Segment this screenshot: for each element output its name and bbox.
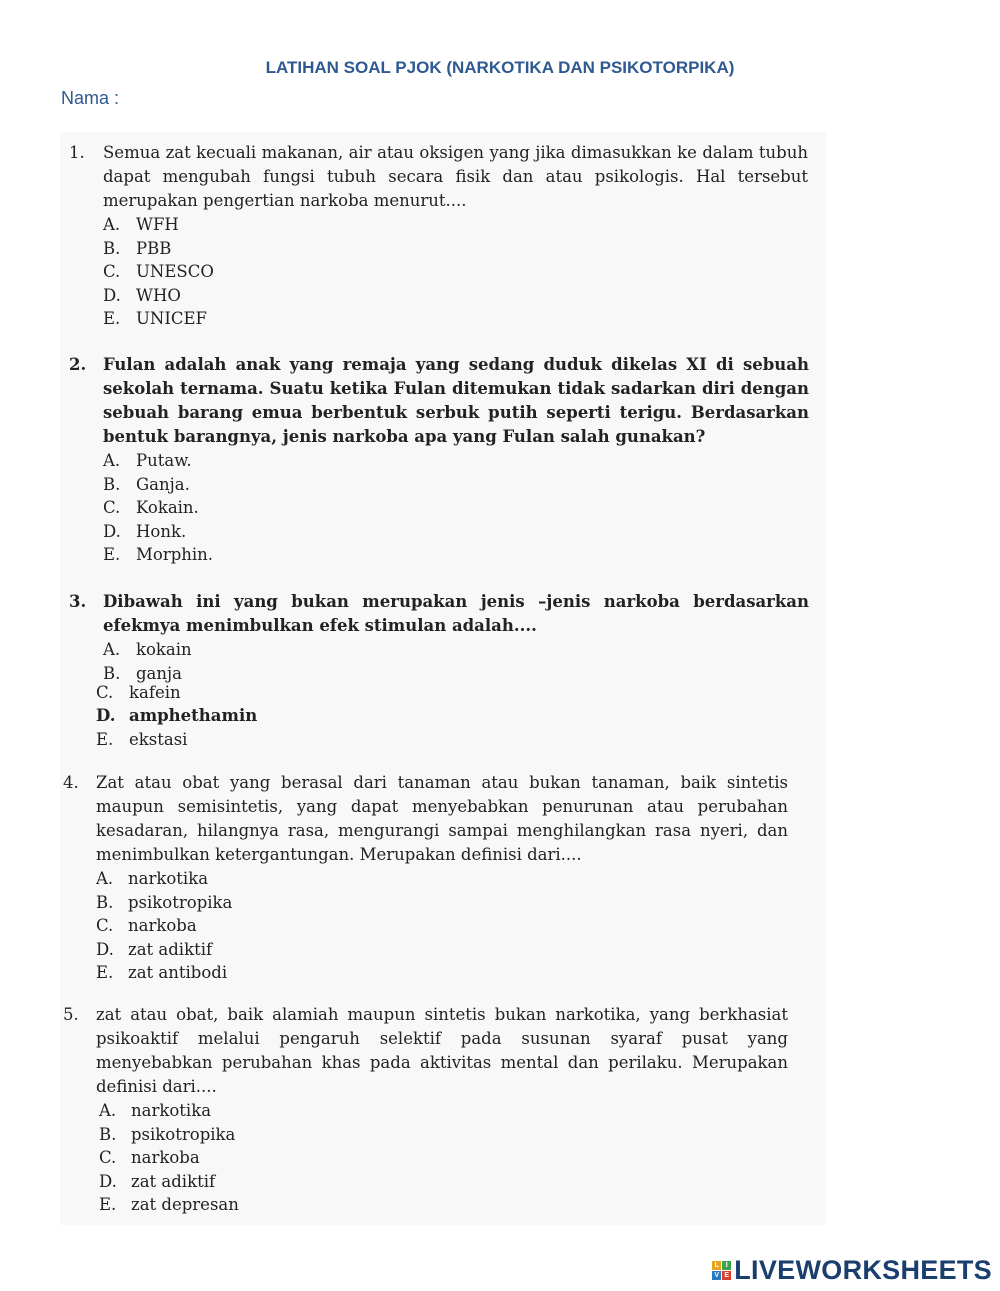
question-number: 2.: [69, 355, 87, 374]
option-b[interactable]: [96, 891, 788, 915]
options-list: [103, 449, 809, 567]
name-label: Nama :: [61, 88, 120, 108]
liveworksheets-logo: [712, 1255, 992, 1285]
option-letter: E.: [103, 545, 121, 564]
option-e[interactable]: [96, 961, 788, 985]
question-number: 5.: [63, 1005, 79, 1024]
option-text: narkotika: [131, 1101, 212, 1120]
option-text: WFH: [136, 215, 179, 234]
logo-icon: [712, 1261, 731, 1280]
option-letter: A.: [103, 451, 121, 470]
question-text: Semua zat kecuali makanan, air atau oksigen yang jika dimasukkan ke dalam tubuh dapat mengubah fungsi tubuh secara fisik dan atau psikologis. Hal tersebut merupakan pengertian narkoba menurut....: [103, 143, 808, 210]
option-text: PBB: [136, 238, 172, 258]
option-text: UNICEF: [136, 309, 207, 328]
option-text: psikotropika: [131, 1124, 236, 1144]
option-text: WHO: [136, 285, 181, 305]
option-letter: C.: [103, 262, 121, 281]
option-d[interactable]: [99, 1170, 788, 1194]
option-c[interactable]: [103, 260, 808, 284]
worksheet-title: LATIHAN SOAL PJOK (NARKOTIKA DAN PSIKOTORPIKA): [265, 58, 735, 77]
option-text: psikotropika: [128, 892, 233, 912]
option-b[interactable]: [103, 473, 809, 497]
option-text: Morphin.: [136, 545, 214, 564]
logo-block-e: E: [722, 1271, 731, 1280]
logo-block-l: L: [712, 1261, 721, 1270]
option-letter: E.: [96, 963, 114, 982]
option-text: narkoba: [131, 1148, 200, 1167]
question-text: Dibawah ini yang bukan merupakan jenis –jenis narkoba berdasarkan efekmya menimbulkan efek stimulan adalah....: [103, 592, 809, 635]
option-d[interactable]: [103, 284, 808, 308]
option-e[interactable]: [103, 543, 809, 567]
option-text: zat adiktif: [128, 939, 213, 959]
option-letter: D.: [103, 521, 121, 541]
option-text: Kokain.: [136, 498, 199, 517]
option-text: zat depresan: [131, 1195, 239, 1214]
option-text: UNESCO: [136, 262, 214, 281]
option-letter: C.: [99, 1148, 117, 1167]
question-4: [63, 771, 788, 985]
question-text: Zat atau obat yang berasal dari tanaman atau bukan tanaman, baik sintetis maupun semisintetis, yang dapat menyebabkan penurunan atau perubahan kesadaran, hilangnya rasa, mengurangi sampai menghilangkan rasa nyeri, dan menimbulkan ketergantungan. Merupakan definisi dari....: [96, 773, 788, 864]
option-text: kafein: [129, 682, 181, 702]
option-letter: A.: [103, 640, 121, 659]
question-number: 1.: [69, 143, 85, 162]
option-a[interactable]: [103, 213, 808, 237]
option-c[interactable]: [96, 681, 809, 705]
option-letter: D.: [99, 1171, 117, 1191]
option-b[interactable]: [99, 1123, 788, 1147]
option-a[interactable]: [103, 638, 809, 662]
option-letter: E.: [99, 1195, 117, 1214]
question-text: zat atau obat, baik alamiah maupun sintetis bukan narkotika, yang berkhasiat psikoaktif melalui pengaruh selektif pada susunan syaraf pusat yang menyebabkan perubahan khas pada aktivitas mental dan perilaku. Merupakan definisi dari....: [96, 1005, 788, 1096]
option-d[interactable]: [96, 938, 788, 962]
option-text: amphethamin: [129, 706, 258, 725]
option-letter: D.: [96, 939, 114, 959]
question-1: [69, 141, 808, 331]
option-a[interactable]: [99, 1099, 788, 1123]
option-letter: A.: [99, 1101, 117, 1120]
option-d[interactable]: [103, 520, 809, 544]
option-letter: B.: [103, 474, 121, 494]
question-2: [69, 353, 809, 567]
option-letter: D.: [96, 706, 116, 725]
option-text: ganja: [136, 663, 182, 683]
option-text: narkoba: [128, 916, 197, 935]
options-list: [96, 638, 809, 751]
option-text: ekstasi: [129, 729, 188, 749]
option-text: Putaw.: [136, 451, 192, 470]
question-text: Fulan adalah anak yang remaja yang sedang duduk dikelas XI di sebuah sekolah ternama. Suatu ketika Fulan ditemukan tidak sadarkan diri dengan sebuah barang emua berbentuk serbuk putih seperti terigu. Berdasarkan bentuk barangnya, jenis narkoba apa yang Fulan salah gunakan?: [103, 355, 809, 446]
option-e[interactable]: [96, 728, 809, 752]
question-5: [63, 1003, 788, 1217]
options-list: [103, 213, 808, 331]
option-letter: B.: [99, 1124, 117, 1144]
option-text: Ganja.: [136, 474, 190, 494]
options-list: [96, 867, 788, 985]
option-letter: C.: [103, 498, 121, 517]
question-3: [69, 590, 809, 751]
option-text: zat adiktif: [131, 1171, 216, 1191]
option-e[interactable]: [103, 307, 808, 331]
option-b[interactable]: [103, 662, 809, 681]
option-text: Honk.: [136, 521, 187, 541]
option-letter: B.: [103, 663, 121, 683]
option-letter: A.: [103, 215, 121, 234]
logo-block-v: V: [712, 1271, 721, 1280]
option-c[interactable]: [96, 914, 788, 938]
logo-wordmark: LIVEWORKSHEETS: [734, 1254, 992, 1285]
option-letter: C.: [96, 916, 114, 935]
option-letter: D.: [103, 285, 121, 305]
option-a[interactable]: [96, 867, 788, 891]
option-text: zat antibodi: [128, 963, 228, 982]
question-number: 3.: [69, 592, 87, 611]
option-c[interactable]: [99, 1146, 788, 1170]
option-a[interactable]: [103, 449, 809, 473]
option-d[interactable]: [96, 704, 809, 728]
option-b[interactable]: [103, 237, 808, 261]
option-text: kokain: [136, 640, 192, 659]
option-c[interactable]: [103, 496, 809, 520]
logo-block-i: I: [722, 1261, 731, 1270]
option-letter: A.: [96, 869, 114, 888]
option-letter: B.: [96, 892, 114, 912]
question-number: 4.: [63, 773, 79, 792]
options-list: [99, 1099, 788, 1217]
option-text: narkotika: [128, 869, 209, 888]
option-letter: E.: [103, 309, 121, 328]
option-e[interactable]: [99, 1193, 788, 1217]
option-letter: E.: [96, 729, 114, 749]
option-letter: C.: [96, 682, 114, 702]
option-letter: B.: [103, 238, 121, 258]
